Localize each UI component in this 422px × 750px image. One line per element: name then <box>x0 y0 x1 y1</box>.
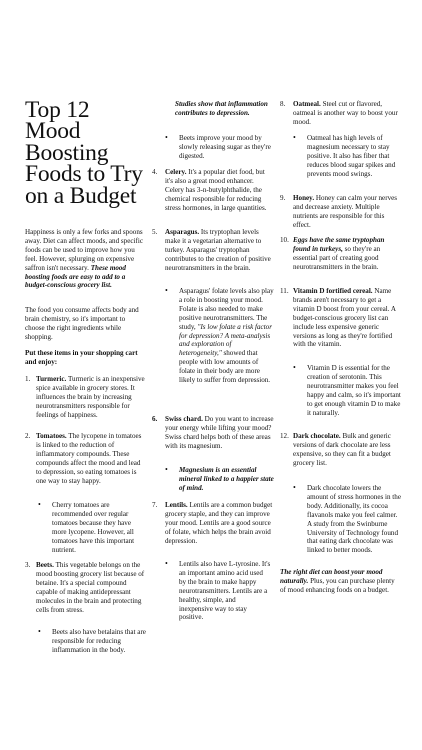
item-number: 7. <box>152 501 158 509</box>
item-description: Steel cut or flavored, oatmeal is another way to boost your mood. <box>293 100 398 126</box>
closing-text: Plus, you can purchase plenty of mood enhancing foods on a budget. <box>280 576 395 594</box>
item-description: so they're an essential part of creating good neurotransmitters in the brain. <box>293 244 381 271</box>
item-text <box>36 432 146 485</box>
item-number: 8. <box>280 100 286 108</box>
item-number: 6. <box>152 415 158 423</box>
item-number: 10. <box>280 236 289 244</box>
bullet-icon: • <box>293 133 296 142</box>
item-text <box>165 168 274 213</box>
bullet-text: Cherry tomatoes are recommended over regular tomatoes because they have more lycopene. However, all tomatoes have this important nutrient. <box>52 501 135 554</box>
item-number: 12. <box>280 432 289 440</box>
item-name: Asparagus. <box>165 228 200 236</box>
item-text <box>293 287 402 349</box>
item-number: 4. <box>152 168 158 176</box>
item-name: Oatmeal. <box>293 100 321 108</box>
cart-heading: Put these items in your shopping cart and enjoy: <box>25 349 138 366</box>
intro-paragraph <box>25 228 145 290</box>
article-title: Top 12 Mood Boosting Foods to Try on a Budget <box>25 97 143 209</box>
bullet-part: Asparagus' folate levels also play a role in boosting your mood. Folate is also needed to make positive neurotransmitters. The study, <box>179 287 274 331</box>
item-name: Eggs have the same tryptophan found in turkeys, <box>293 236 385 253</box>
item-text <box>165 415 274 451</box>
item-text <box>165 228 274 273</box>
bullet-icon: • <box>165 286 168 295</box>
item-name: Beets. <box>36 561 54 569</box>
item-text <box>165 501 274 546</box>
item-number: 3. <box>25 561 31 569</box>
bullet-continuation <box>175 100 271 118</box>
bullet-text: Beets improve your mood by slowly releasing sugar as they're digested. <box>179 134 271 160</box>
bullet-emphasis: Studies show that inflammation contributes to depression. <box>175 100 268 117</box>
bullet-text <box>179 287 275 385</box>
item-description: Honey can calm your nerves and decrease anxiety. Multiple nutrients are responsible for this effect. <box>293 194 398 229</box>
item-text <box>36 561 146 614</box>
bullet-text: Magnesium is an essential mineral linked to a happier state of mind. <box>179 466 274 492</box>
item-name: Honey. <box>293 194 315 202</box>
study-title: "Is low folate a risk factor for depression? A meta-analysis and exploration of heterogeneity," <box>179 322 272 358</box>
item-name: Turmeric. <box>36 375 67 383</box>
item-text <box>293 236 402 272</box>
item-description: Do you want to increase your energy while lifting your mood? Swiss chard helps both of these areas with its magnesium. <box>165 415 274 450</box>
item-text <box>36 375 146 420</box>
bullet-icon: • <box>38 500 41 509</box>
item-name: Lentils. <box>165 501 188 509</box>
item-name: Celery. <box>165 168 187 176</box>
bullet-icon: • <box>293 483 296 492</box>
item-text <box>293 432 402 468</box>
closing-emphasis: The right diet can boost your mood naturally. <box>280 568 383 585</box>
bullet-icon: • <box>165 133 168 142</box>
bullet-text: Lentils also have L-tyrosine. It's an important amino acid used by the brain to make happy neurotransmitters. Lentils are a healthy, simple, and inexpensive way to stay positive. <box>179 560 271 622</box>
item-description: Lentils are a common budget grocery staple, and they can improve your mood. Lentils are a good source of folate, which helps the brain avoid depression. <box>165 501 273 545</box>
item-description: Turmeric is an inexpensive spice available in grocery stores. It influences the brain by increasing neurotransmitters responsible for feelings of happiness. <box>36 375 145 419</box>
bullet-icon: • <box>293 363 296 372</box>
closing-paragraph <box>280 568 402 595</box>
bullet-text: Vitamin D is essential for the creation of serotonin. This neurotransmitter makes you feel happy and calm, so it's important to get enough vitamin D to make it naturally. <box>307 364 401 417</box>
item-number: 5. <box>152 228 158 236</box>
intro-paragraph-2: The food you consume affects body and brain chemistry, so it's important to choose the right ingredients while shopping. <box>25 306 139 341</box>
item-text <box>293 194 402 230</box>
item-description: It's a popular diet food, but it's also a great mood enhancer. Celery has 3-n-butylphthalide, the chemical responsible for reducing stress hormones, in large quantities. <box>165 168 267 212</box>
intro-text: Happiness is only a few forks and spoons away. Diet can affect moods, and specific foods can be used to improve how you feel. However, splurging on expensive saffron isn't necessary. <box>25 228 143 272</box>
item-number: 2. <box>25 432 31 440</box>
bullet-text: Beets also have betalains that are responsible for reducing inflammation in the body. <box>52 628 146 654</box>
item-number: 9. <box>280 194 286 202</box>
bullet-text: Dark chocolate lowers the amount of stress hormones in the body. Additionally, its cocoa flavanols make you feel calmer. A study from the Swinburne University of Technology found that eating dark chocolate was linked to better moods. <box>307 484 401 555</box>
item-description: Name brands aren't necessary to get a vitamin D boost from your cereal. A budget-conscious grocery list can include less expensive generic versions as long as they're fortified with the vitamin. <box>293 287 396 349</box>
item-name: Dark chocolate. <box>293 432 341 440</box>
item-name: Tomatoes. <box>36 432 67 440</box>
item-number: 11. <box>280 287 289 295</box>
bullet-icon: • <box>165 559 168 568</box>
item-description: This vegetable belongs on the mood boosting grocery list because of betaine. It's a special compound capable of making antidepressant molecules in the brain and protecting cells from stress. <box>36 561 145 614</box>
item-description: Bulk and generic versions of dark chocolate are less expensive, so they can fit a budget grocery list. <box>293 432 391 467</box>
item-description: Its tryptophan levels make it a vegetarian alternative to turkey. Asparagus' tryptophan contributes to the creation of positive neurotransmitters in the brain. <box>165 228 271 272</box>
item-text <box>293 100 402 127</box>
item-description: The lycopene in tomatoes is linked to the reduction of inflammatory compounds. These compounds affect the mood and lead to depression, so eating tomatoes is one way to stay happy. <box>36 432 142 485</box>
bullet-icon: • <box>38 627 41 636</box>
item-name: Swiss chard. <box>165 415 203 423</box>
bullet-icon: • <box>165 465 168 474</box>
intro-emphasis: These mood boosting foods are easy to add to a budget-conscious grocery list. <box>25 263 126 290</box>
item-number: 1. <box>25 375 31 383</box>
bullet-part: showed that people with low amounts of folate in their body are more likely to suffer from depression. <box>179 349 271 385</box>
item-name: Vitamin D fortified cereal. <box>293 287 373 295</box>
bullet-text: Oatmeal has high levels of magnesium necessary to stay positive. It also has fiber that reduces blood sugar spikes and prevents mood swings. <box>307 134 396 178</box>
